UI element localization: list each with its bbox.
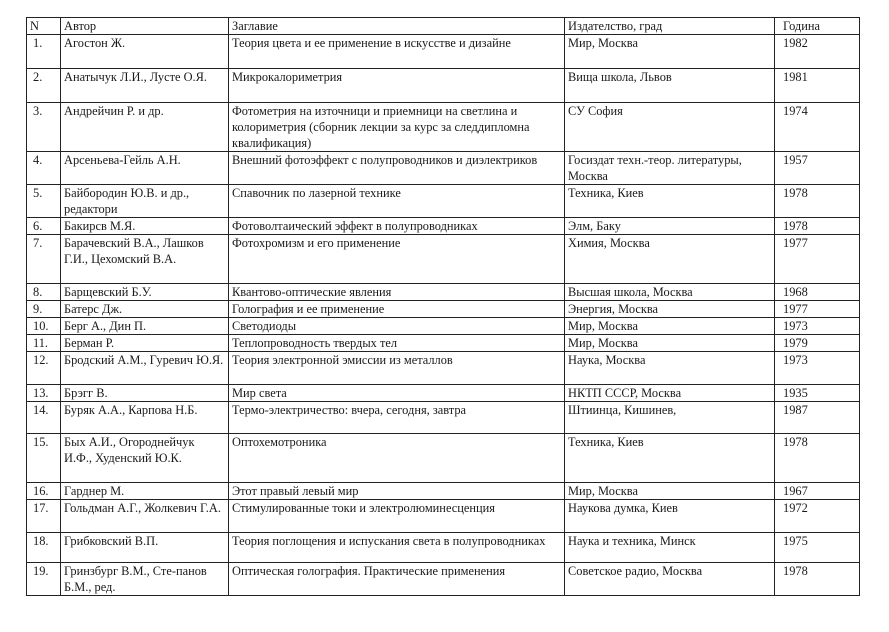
cell-author: Бродский А.М., Гуревич Ю.Я. [61,352,229,385]
cell-publisher: Мир, Москва [565,35,775,69]
table-row [27,500,860,533]
cell-number: 6. [27,218,61,235]
cell-year: 1982 [775,35,860,69]
cell-year: 1987 [775,402,860,434]
table-row [27,434,860,483]
cell-author: Гарднер М. [61,483,229,500]
cell-number: 2. [27,69,61,103]
cell-year: 1972 [775,500,860,533]
cell-year: 1978 [775,185,860,218]
cell-publisher: Химия, Москва [565,235,775,284]
cell-number: 5. [27,185,61,218]
cell-number: 18. [27,533,61,563]
cell-publisher: Элм, Баку [565,218,775,235]
cell-publisher: Высшая школа, Москва [565,284,775,301]
cell-author: Батерс Дж. [61,301,229,318]
cell-author: Бых А.И., Огороднейчук И.Ф., Худенский Ю.К. [61,434,229,483]
cell-publisher: Энергия, Москва [565,301,775,318]
table-row [27,402,860,434]
cell-publisher: НКТП СССР, Москва [565,385,775,402]
table-row [27,35,860,69]
cell-title: Оптическая голография. Практические применения [229,563,565,596]
cell-publisher: Наука, Москва [565,352,775,385]
cell-year: 1935 [775,385,860,402]
cell-publisher: Госиздат техн.-теор. литературы, Москва [565,152,775,185]
table-row [27,235,860,284]
cell-year: 1978 [775,563,860,596]
cell-number: 14. [27,402,61,434]
cell-publisher: Советское радио, Москва [565,563,775,596]
cell-title: Теплопроводность твердых тел [229,335,565,352]
cell-year: 1977 [775,235,860,284]
cell-year: 1981 [775,69,860,103]
cell-title: Этот правый левый мир [229,483,565,500]
cell-title: Фотометрия на източници и приемници на светлина и колориметрия (сборник лекции за курс за следдипломна квалификация) [229,103,565,152]
cell-author: Арсеньева-Гейль А.Н. [61,152,229,185]
cell-year: 1978 [775,434,860,483]
cell-year: 1973 [775,318,860,335]
cell-title: Фотохромизм и его применение [229,235,565,284]
cell-number: 10. [27,318,61,335]
cell-author: Барщевский Б.У. [61,284,229,301]
cell-number: 15. [27,434,61,483]
cell-title: Термо-электричество: вчера, сегодня, завтра [229,402,565,434]
table-row [27,352,860,385]
cell-publisher: Наука и техника, Минск [565,533,775,563]
header-author: Автор [61,18,229,35]
table-row [27,301,860,318]
cell-author: Бакирсв М.Я. [61,218,229,235]
table-row [27,103,860,152]
cell-number: 4. [27,152,61,185]
cell-title: Стимулированные токи и электролюминесценция [229,500,565,533]
table-row [27,533,860,563]
cell-publisher: Мир, Москва [565,318,775,335]
cell-number: 13. [27,385,61,402]
table-row [27,69,860,103]
cell-title: Внешний фотоэффект с полупроводников и диэлектриков [229,152,565,185]
cell-number: 7. [27,235,61,284]
cell-year: 1978 [775,218,860,235]
cell-title: Голография и ее применение [229,301,565,318]
cell-publisher: СУ София [565,103,775,152]
header-publisher: Издателство, град [565,18,775,35]
cell-year: 1975 [775,533,860,563]
cell-number: 1. [27,35,61,69]
cell-title: Спавочник по лазерной технике [229,185,565,218]
cell-author: Барачевский В.А., Лашков Г.И., Цехомский В.А. [61,235,229,284]
cell-number: 17. [27,500,61,533]
cell-publisher: Штиинца, Кишинев, [565,402,775,434]
cell-number: 8. [27,284,61,301]
cell-author: Брэгг В. [61,385,229,402]
header-row [27,18,860,35]
cell-publisher: Техника, Киев [565,185,775,218]
cell-author: Грибковский В.П. [61,533,229,563]
cell-title: Теория цвета и ее применение в искусстве и дизайне [229,35,565,69]
table-row [27,318,860,335]
cell-number: 19. [27,563,61,596]
cell-year: 1979 [775,335,860,352]
cell-author: Гольдман А.Г., Жолкевич Г.А. [61,500,229,533]
cell-number: 16. [27,483,61,500]
cell-publisher: Вища школа, Львов [565,69,775,103]
header-title: Заглавие [229,18,565,35]
table-row [27,284,860,301]
cell-publisher: Техника, Киев [565,434,775,483]
cell-title: Мир света [229,385,565,402]
header-year: Година [775,18,860,35]
table-row [27,185,860,218]
table-row [27,152,860,185]
cell-author: Буряк А.А., Карпова Н.Б. [61,402,229,434]
table-row [27,385,860,402]
cell-year: 1967 [775,483,860,500]
cell-publisher: Мир, Москва [565,335,775,352]
cell-number: 11. [27,335,61,352]
cell-title: Оптохемотроника [229,434,565,483]
cell-author: Берман Р. [61,335,229,352]
table-row [27,335,860,352]
cell-author: Агостон Ж. [61,35,229,69]
cell-number: 9. [27,301,61,318]
header-number: N [27,18,61,35]
table-row [27,218,860,235]
cell-publisher: Наукова думка, Киев [565,500,775,533]
cell-title: Микрокалориметрия [229,69,565,103]
cell-title: Фотоволтаический эффект в полупроводниках [229,218,565,235]
cell-title: Теория поглощения и испускания света в полупроводниках [229,533,565,563]
cell-title: Квантово-оптические явления [229,284,565,301]
cell-author: Анатычук Л.И., Лусте О.Я. [61,69,229,103]
bibliography-table [26,17,860,596]
cell-number: 12. [27,352,61,385]
table-row [27,483,860,500]
cell-year: 1968 [775,284,860,301]
cell-year: 1977 [775,301,860,318]
cell-publisher: Мир, Москва [565,483,775,500]
cell-author: Андрейчин Р. и др. [61,103,229,152]
table-row [27,563,860,596]
cell-title: Теория электронной эмиссии из металлов [229,352,565,385]
cell-year: 1974 [775,103,860,152]
cell-author: Байбородин Ю.В. и др., редактори [61,185,229,218]
cell-author: Берг А., Дин П. [61,318,229,335]
cell-title: Светодиоды [229,318,565,335]
cell-author: Гринзбург В.М., Сте-панов Б.М., ред. [61,563,229,596]
cell-number: 3. [27,103,61,152]
cell-year: 1973 [775,352,860,385]
cell-year: 1957 [775,152,860,185]
